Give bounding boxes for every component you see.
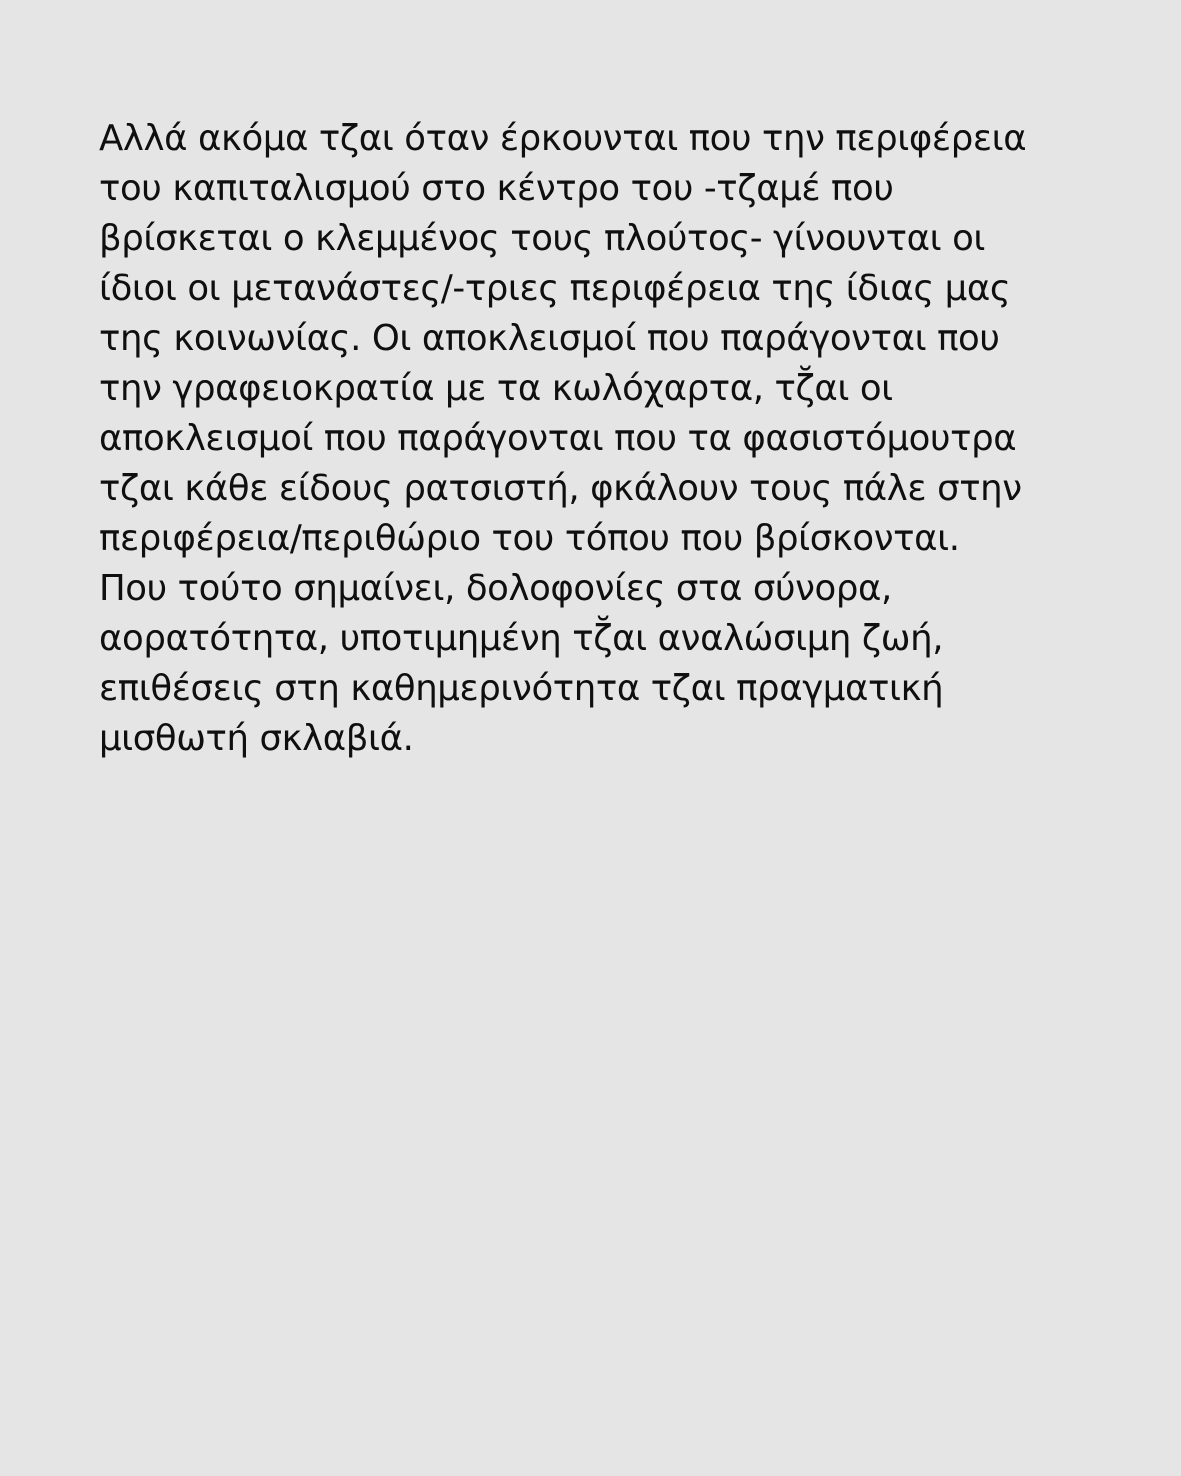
text-line: αποκλεισμοί που παράγονται που τα φασιστόμουτρα [99,418,1017,459]
text-line: την γραφειοκρατία με τα κωλόχαρτα, τζ̆αι οι [99,368,893,409]
text-line: Αλλά ακόμα τζαι όταν έρκουνται που την περιφέρεια [99,118,1027,159]
text-line: περιφέρεια/περιθώριο του τόπου που βρίσκονται. [99,518,960,559]
text-line: μισθωτή σκλαβιά. [99,718,414,759]
text-line: αορατότητα, υποτιμημένη τζ̆αι αναλώσιμη ζωή, [99,618,944,659]
text-paragraph [99,114,1099,764]
text-line: βρίσκεται ο κλεμμένος τους πλούτος- γίνουνται οι [99,218,985,259]
text-line: επιθέσεις στη καθημερινότητα τζαι πραγματική [99,668,944,709]
text-line: της κοινωνίας. Οι αποκλεισμοί που παράγονται που [99,318,1000,359]
text-line: του καπιταλισμού στο κέντρο του -τζαμέ που [99,168,894,209]
text-line: Που τούτο σημαίνει, δολοφονίες στα σύνορα, [99,568,892,609]
text-line: ίδιοι οι μετανάστες/-τριες περιφέρεια της ίδιας μας [99,268,1011,309]
text-line: τζαι κάθε είδους ρατσιστή, φκάλουν τους πάλε στην [99,468,1022,509]
